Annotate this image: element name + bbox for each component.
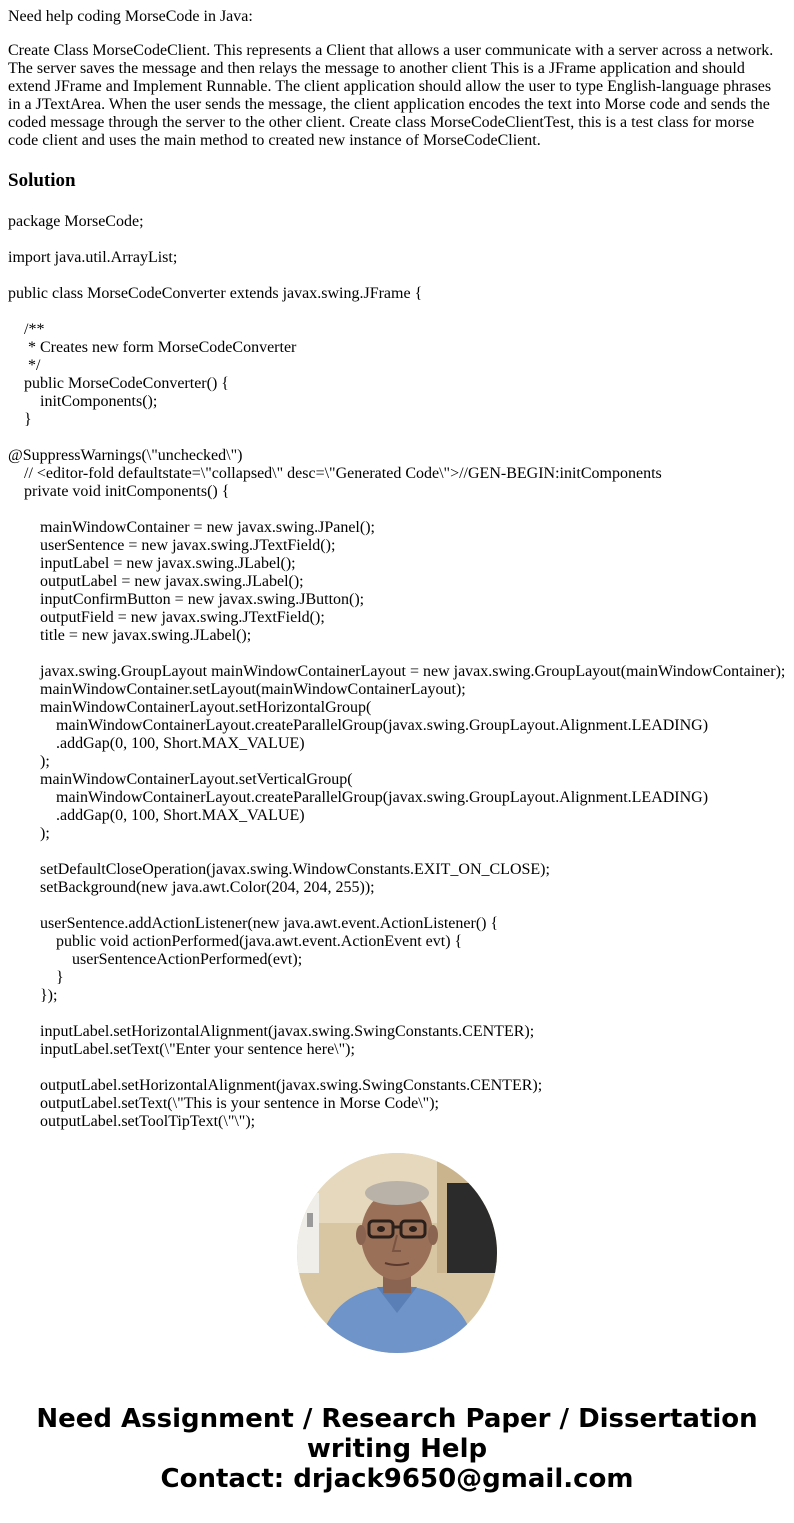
code-line: mainWindowContainer = new javax.swing.JPanel(); <box>8 519 375 536</box>
code-line <box>8 897 794 915</box>
promo-footer <box>0 1404 794 1494</box>
code-line: }); <box>8 987 58 1004</box>
code-line: userSentence.addActionListener(new java.awt.event.ActionListener() { <box>8 915 499 932</box>
code-line: // <editor-fold defaultstate=\"collapsed\" desc=\"Generated Code\">//GEN-BEGIN:initComponents <box>8 465 662 482</box>
question-title: Need help coding MorseCode in Java: <box>8 8 253 25</box>
code-line: inputLabel.setHorizontalAlignment(javax.swing.SwingConstants.CENTER); <box>8 1023 535 1040</box>
code-line: title = new javax.swing.JLabel(); <box>8 627 252 644</box>
solution-heading: Solution <box>8 170 76 191</box>
code-line: } <box>8 411 32 428</box>
code-line <box>8 303 794 321</box>
code-line: .addGap(0, 100, Short.MAX_VALUE) <box>8 807 305 824</box>
code-line <box>8 267 794 285</box>
code-line: /** <box>8 321 45 338</box>
code-line: public class MorseCodeConverter extends javax.swing.JFrame { <box>8 285 423 302</box>
question-body: Create Class MorseCodeClient. This represents a Client that allows a user communicate with a server across a network. The server saves the message and then relays the message to another client This is a JFrame application and should extend JFrame and Implement Runnable. The client application should allow the user to type English-language phrases in a JTextArea. When the user sends the message, the client application encodes the text into Morse code and sends the coded message through the server to the other client. Create class MorseCodeClientTest, this is a test class for morse code client and uses the main method to created new instance of MorseCodeClient. <box>8 42 774 149</box>
code-line: mainWindowContainer.setLayout(mainWindowContainerLayout); <box>8 681 466 698</box>
code-line: public void actionPerformed(java.awt.event.ActionEvent evt) { <box>8 933 463 950</box>
promo-line-1: Need Assignment / Research Paper / Dissertation <box>36 1404 758 1434</box>
promo-line-2: writing Help <box>306 1434 488 1464</box>
code-line: * Creates new form MorseCodeConverter <box>8 339 297 356</box>
code-line: javax.swing.GroupLayout mainWindowContainerLayout = new javax.swing.GroupLayout(mainWindowContainer); <box>8 663 786 680</box>
code-line <box>8 501 794 519</box>
code-line: private void initComponents() { <box>8 483 230 500</box>
code-line: inputConfirmButton = new javax.swing.JButton(); <box>8 591 365 608</box>
document-content <box>8 8 794 1131</box>
code-line <box>8 1059 794 1077</box>
code-line: @SuppressWarnings(\"unchecked\") <box>8 447 243 464</box>
code-line: .addGap(0, 100, Short.MAX_VALUE) <box>8 735 305 752</box>
code-line: inputLabel = new javax.swing.JLabel(); <box>8 555 296 572</box>
code-line: } <box>8 969 64 986</box>
promo-contact: Contact: drjack9650@gmail.com <box>160 1464 634 1494</box>
code-line: initComponents(); <box>8 393 158 410</box>
code-line: ); <box>8 753 50 770</box>
code-line: outputLabel.setHorizontalAlignment(javax.swing.SwingConstants.CENTER); <box>8 1077 543 1094</box>
code-line <box>8 843 794 861</box>
code-line: outputLabel.setToolTipText(\"\"); <box>8 1113 256 1130</box>
code-block <box>8 213 794 1131</box>
code-line <box>8 1005 794 1023</box>
code-line <box>8 429 794 447</box>
code-line: outputField = new javax.swing.JTextField(); <box>8 609 325 626</box>
code-line: */ <box>8 357 41 374</box>
code-line: mainWindowContainerLayout.createParallelGroup(javax.swing.GroupLayout.Alignment.LEADING) <box>8 717 709 734</box>
code-line: mainWindowContainerLayout.createParallelGroup(javax.swing.GroupLayout.Alignment.LEADING) <box>8 789 709 806</box>
code-line: setDefaultCloseOperation(javax.swing.WindowConstants.EXIT_ON_CLOSE); <box>8 861 550 878</box>
code-line: inputLabel.setText(\"Enter your sentence here\"); <box>8 1041 355 1058</box>
code-line: userSentenceActionPerformed(evt); <box>8 951 303 968</box>
code-line: userSentence = new javax.swing.JTextField(); <box>8 537 336 554</box>
code-line: mainWindowContainerLayout.setVerticalGroup( <box>8 771 353 788</box>
code-line: package MorseCode; <box>8 213 144 230</box>
code-line: ); <box>8 825 50 842</box>
code-line: setBackground(new java.awt.Color(204, 204, 255)); <box>8 879 375 896</box>
code-line: public MorseCodeConverter() { <box>8 375 229 392</box>
code-line <box>8 645 794 663</box>
code-line: mainWindowContainerLayout.setHorizontalGroup( <box>8 699 372 716</box>
code-line <box>8 231 794 249</box>
author-photo <box>297 1153 497 1353</box>
code-line: outputLabel = new javax.swing.JLabel(); <box>8 573 304 590</box>
author-portrait-image <box>297 1153 497 1353</box>
code-line: outputLabel.setText(\"This is your sentence in Morse Code\"); <box>8 1095 439 1112</box>
code-line: import java.util.ArrayList; <box>8 249 178 266</box>
